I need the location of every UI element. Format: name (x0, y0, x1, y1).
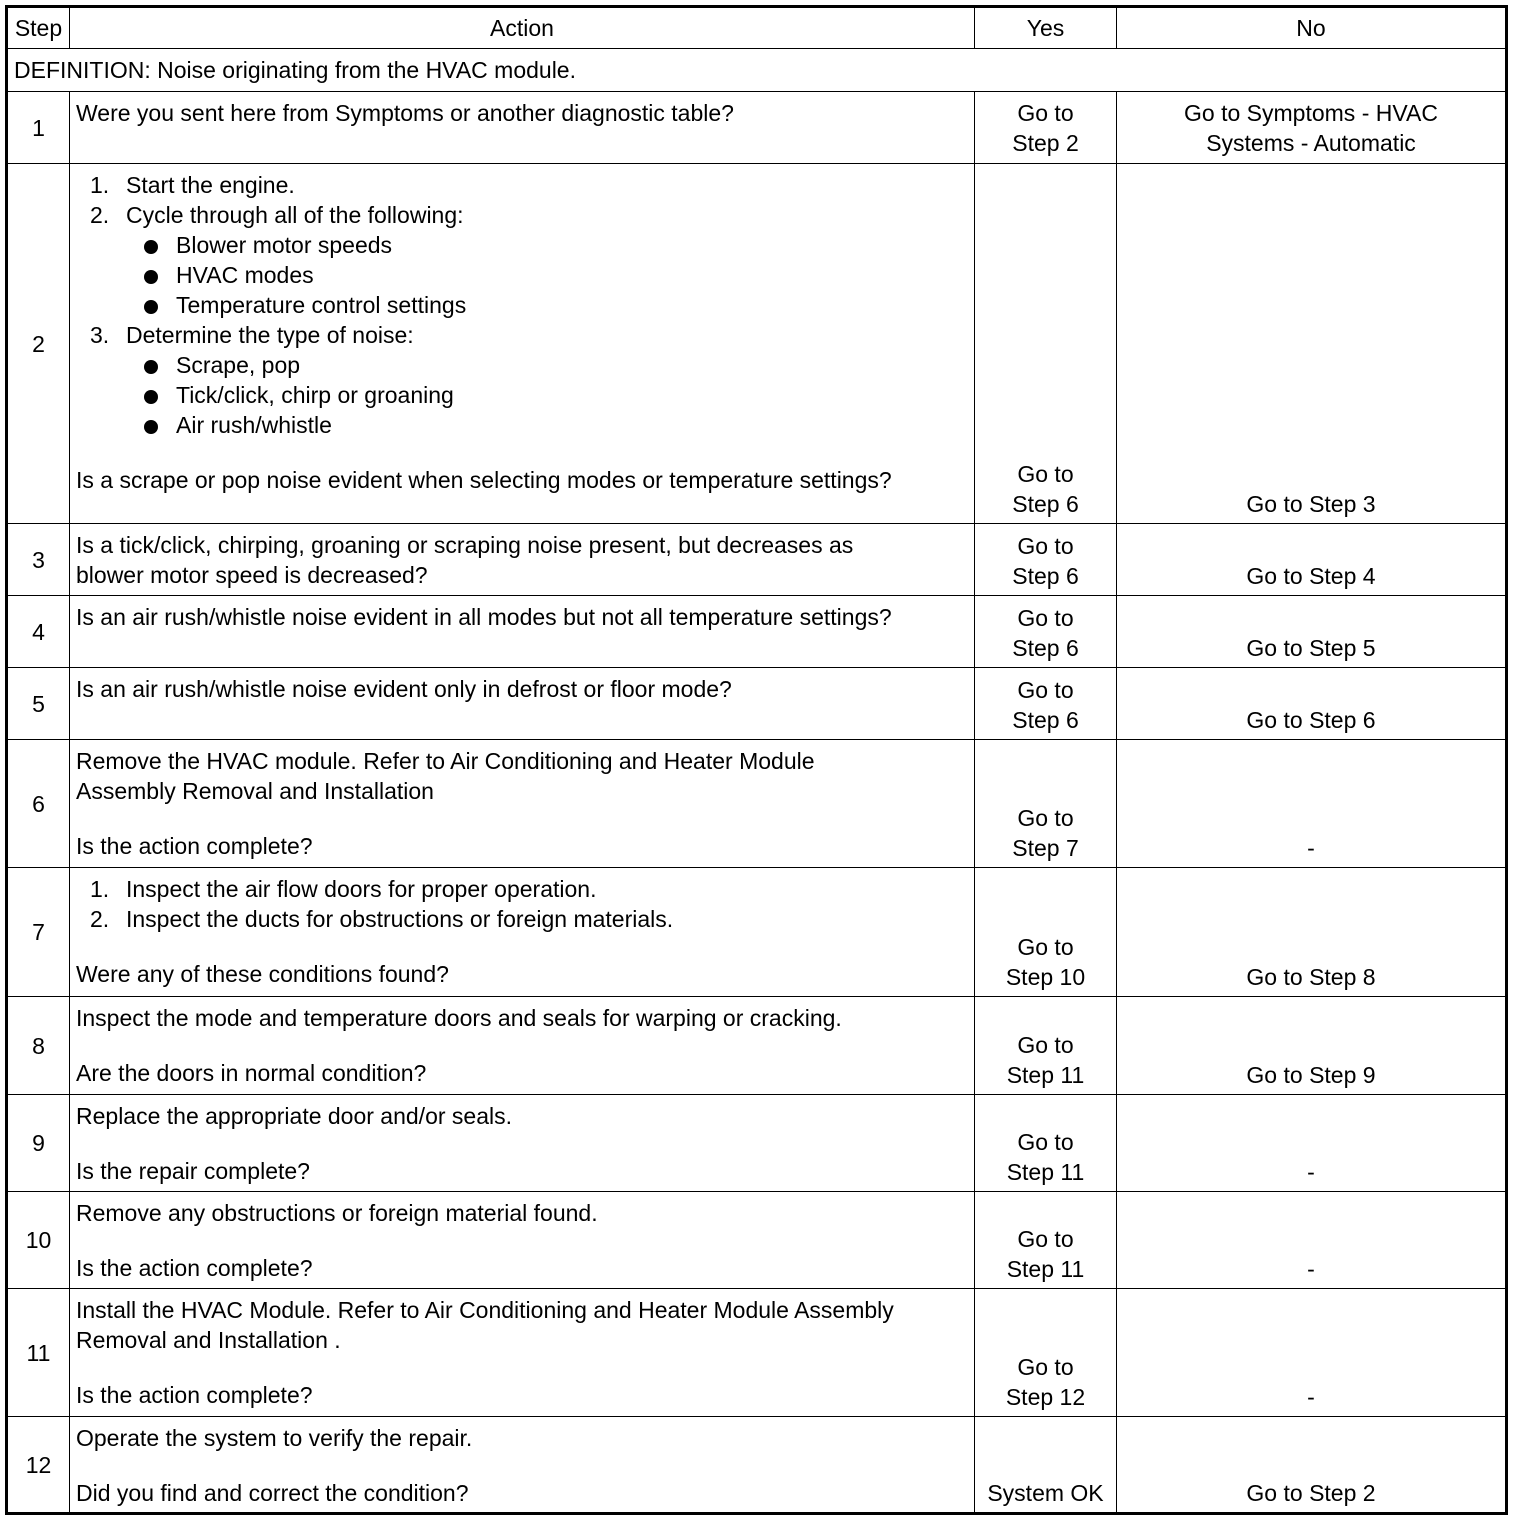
action-question: Is the action complete? (76, 1382, 313, 1408)
no-cell (1117, 868, 1507, 997)
item-text: Determine the type of noise: (126, 322, 414, 348)
no-cell (1117, 1192, 1507, 1289)
yes-cell (975, 1417, 1117, 1514)
yes-line: Step 10 (1005, 964, 1086, 990)
no-cell (1117, 1095, 1507, 1192)
no-cell (1117, 740, 1507, 868)
bullet-icon (144, 300, 158, 314)
bullet-icon (144, 240, 158, 254)
action-question: Did you find and correct the condition? (76, 1480, 469, 1506)
no-cell (1117, 164, 1507, 524)
bullet-icon (144, 390, 158, 404)
action-line: Inspect the mode and temperature doors and seals for warping or cracking. (76, 1005, 842, 1031)
yes-line: Step 11 (1006, 1062, 1085, 1088)
numbered-item (76, 320, 970, 350)
action-line: Removal and Installation . (76, 1327, 341, 1353)
spacer (76, 1453, 970, 1478)
spacer (76, 1033, 970, 1058)
step-row (7, 868, 1507, 997)
yes-cell (975, 164, 1117, 524)
no-line: Go to Step 2 (1246, 1480, 1376, 1506)
yes-line: Go to (1017, 1354, 1074, 1380)
yes-line: Step 6 (1012, 563, 1079, 589)
bullet-icon (144, 420, 158, 434)
yes-line: Go to (1017, 677, 1074, 703)
no-cell (1117, 596, 1507, 668)
spacer (76, 1355, 970, 1380)
bullet-text: Tick/click, chirp or groaning (176, 382, 454, 408)
step-row (7, 1417, 1507, 1514)
header-action: Action (70, 7, 975, 49)
no-line: Go to Step 8 (1246, 964, 1376, 990)
bullet-item (76, 230, 970, 260)
action-question: Is the repair complete? (76, 1158, 310, 1184)
no-cell (1117, 1289, 1507, 1417)
no-cell (1117, 997, 1507, 1095)
bullet-text: Temperature control settings (176, 292, 467, 318)
step-number: 7 (7, 868, 70, 997)
yes-cell (975, 596, 1117, 668)
yes-line: Step 12 (1005, 1384, 1086, 1410)
numbered-item (76, 170, 970, 200)
no-cell (1117, 1417, 1507, 1514)
item-number: 2. (90, 906, 110, 932)
action-cell (70, 668, 975, 740)
step-number: 6 (7, 740, 70, 868)
action-cell (70, 164, 975, 524)
no-line: Go to Step 9 (1246, 1062, 1376, 1088)
action-line: Install the HVAC Module. Refer to Air Conditioning and Heater Module Assembly (76, 1297, 894, 1323)
step-number: 10 (7, 1192, 70, 1289)
no-line: Go to Symptoms - HVAC (1184, 100, 1438, 126)
yes-cell (975, 668, 1117, 740)
action-line: Is an air rush/whistle noise evident in all modes but not all temperature settings? (76, 604, 892, 630)
action-cell (70, 1192, 975, 1289)
action-line: Is a tick/click, chirping, groaning or scraping noise present, but decreases as (76, 532, 854, 558)
bullet-text: HVAC modes (176, 262, 314, 288)
yes-line: Step 7 (1012, 835, 1079, 861)
action-line: Remove the HVAC module. Refer to Air Conditioning and Heater Module (76, 748, 815, 774)
action-question: Is the action complete? (76, 833, 313, 859)
step-row (7, 1289, 1507, 1417)
numbered-item (76, 200, 970, 230)
item-number: 2. (90, 202, 110, 228)
no-cell (1117, 524, 1507, 596)
step-number: 2 (7, 164, 70, 524)
no-cell (1117, 92, 1507, 164)
action-cell (70, 740, 975, 868)
yes-line: Go to (1017, 1032, 1074, 1058)
yes-cell (975, 92, 1117, 164)
action-cell (70, 997, 975, 1095)
header-no: No (1117, 7, 1507, 49)
yes-line: Go to (1017, 533, 1074, 559)
action-question: Is the action complete? (76, 1255, 313, 1281)
step-row (7, 596, 1507, 668)
yes-line: Step 2 (1012, 130, 1079, 156)
step-number: 4 (7, 596, 70, 668)
action-question: Are the doors in normal condition? (76, 1060, 427, 1086)
yes-line: Step 11 (1006, 1159, 1085, 1185)
step-number: 1 (7, 92, 70, 164)
spacer (76, 1228, 970, 1253)
no-line: - (1307, 835, 1315, 861)
no-line: Go to Step 6 (1246, 707, 1376, 733)
action-cell (70, 524, 975, 596)
item-number: 3. (90, 322, 110, 348)
definition-row (7, 49, 1507, 92)
yes-cell (975, 524, 1117, 596)
item-text: Inspect the ducts for obstructions or foreign materials. (126, 906, 674, 932)
bullet-icon (144, 270, 158, 284)
bullet-icon (144, 360, 158, 374)
action-line: blower motor speed is decreased? (76, 562, 428, 588)
action-cell (70, 868, 975, 997)
header-step: Step (7, 7, 70, 49)
action-cell (70, 1289, 975, 1417)
yes-line: Go to (1017, 1129, 1074, 1155)
spacer (76, 1131, 970, 1156)
bullet-text: Blower motor speeds (176, 232, 393, 258)
bullet-item (76, 260, 970, 290)
action-cell (70, 596, 975, 668)
yes-cell (975, 1095, 1117, 1192)
yes-cell (975, 1192, 1117, 1289)
header-row (7, 7, 1507, 49)
step-row (7, 164, 1507, 524)
yes-line: Go to (1017, 1226, 1074, 1252)
no-line: - (1307, 1159, 1315, 1185)
no-line: Go to Step 5 (1246, 635, 1376, 661)
step-row (7, 740, 1507, 868)
bullet-item (76, 290, 970, 320)
action-line: Assembly Removal and Installation (76, 778, 434, 804)
yes-line: Step 6 (1012, 491, 1079, 517)
bullet-item (76, 380, 970, 410)
spacer (76, 806, 970, 831)
step-number: 3 (7, 524, 70, 596)
action-line: Remove any obstructions or foreign material found. (76, 1200, 598, 1226)
action-question: Is a scrape or pop noise evident when selecting modes or temperature settings? (76, 467, 892, 493)
yes-line: Go to (1017, 461, 1074, 487)
action-line: Replace the appropriate door and/or seals. (76, 1103, 513, 1129)
step-row (7, 668, 1507, 740)
step-number: 5 (7, 668, 70, 740)
no-line: Go to Step 4 (1246, 563, 1376, 589)
action-line: Is an air rush/whistle noise evident only in defrost or floor mode? (76, 676, 732, 702)
bullet-item (76, 410, 970, 440)
no-line: Go to Step 3 (1246, 491, 1376, 517)
step-row (7, 524, 1507, 596)
yes-line: Step 6 (1012, 707, 1079, 733)
action-cell (70, 1095, 975, 1192)
numbered-item (76, 904, 970, 934)
yes-cell (975, 1289, 1117, 1417)
yes-line: System OK (987, 1480, 1104, 1506)
bullet-text: Scrape, pop (176, 352, 301, 378)
action-line: Were you sent here from Symptoms or another diagnostic table? (76, 100, 734, 126)
item-number: 1. (90, 172, 110, 198)
step-row (7, 997, 1507, 1095)
no-line: Systems - Automatic (1206, 130, 1416, 156)
bullet-item (76, 350, 970, 380)
spacer (76, 934, 970, 959)
item-number: 1. (90, 876, 110, 902)
action-line: Operate the system to verify the repair. (76, 1425, 473, 1451)
action-question: Were any of these conditions found? (76, 961, 449, 987)
step-number: 11 (7, 1289, 70, 1417)
yes-line: Go to (1017, 805, 1074, 831)
spacer (76, 440, 970, 465)
step-row (7, 92, 1507, 164)
yes-cell (975, 868, 1117, 997)
item-text: Cycle through all of the following: (126, 202, 464, 228)
step-row (7, 1095, 1507, 1192)
yes-line: Step 11 (1006, 1256, 1085, 1282)
definition-text: DEFINITION: Noise originating from the HVAC module. (7, 49, 1507, 92)
header-yes: Yes (975, 7, 1117, 49)
bullet-text: Air rush/whistle (176, 412, 332, 438)
no-line: - (1307, 1256, 1315, 1282)
yes-line: Go to (1017, 100, 1074, 126)
numbered-item (76, 874, 970, 904)
step-row (7, 1192, 1507, 1289)
yes-line: Step 6 (1012, 635, 1079, 661)
yes-line: Go to (1017, 605, 1074, 631)
yes-cell (975, 997, 1117, 1095)
action-cell (70, 92, 975, 164)
item-text: Start the engine. (126, 172, 295, 198)
no-cell (1117, 668, 1507, 740)
action-cell (70, 1417, 975, 1514)
step-number: 12 (7, 1417, 70, 1514)
item-text: Inspect the air flow doors for proper operation. (126, 876, 597, 902)
step-number: 9 (7, 1095, 70, 1192)
yes-line: Go to (1017, 934, 1074, 960)
diagnostic-table (5, 5, 1508, 1515)
no-line: - (1307, 1384, 1315, 1410)
step-number: 8 (7, 997, 70, 1095)
yes-cell (975, 740, 1117, 868)
